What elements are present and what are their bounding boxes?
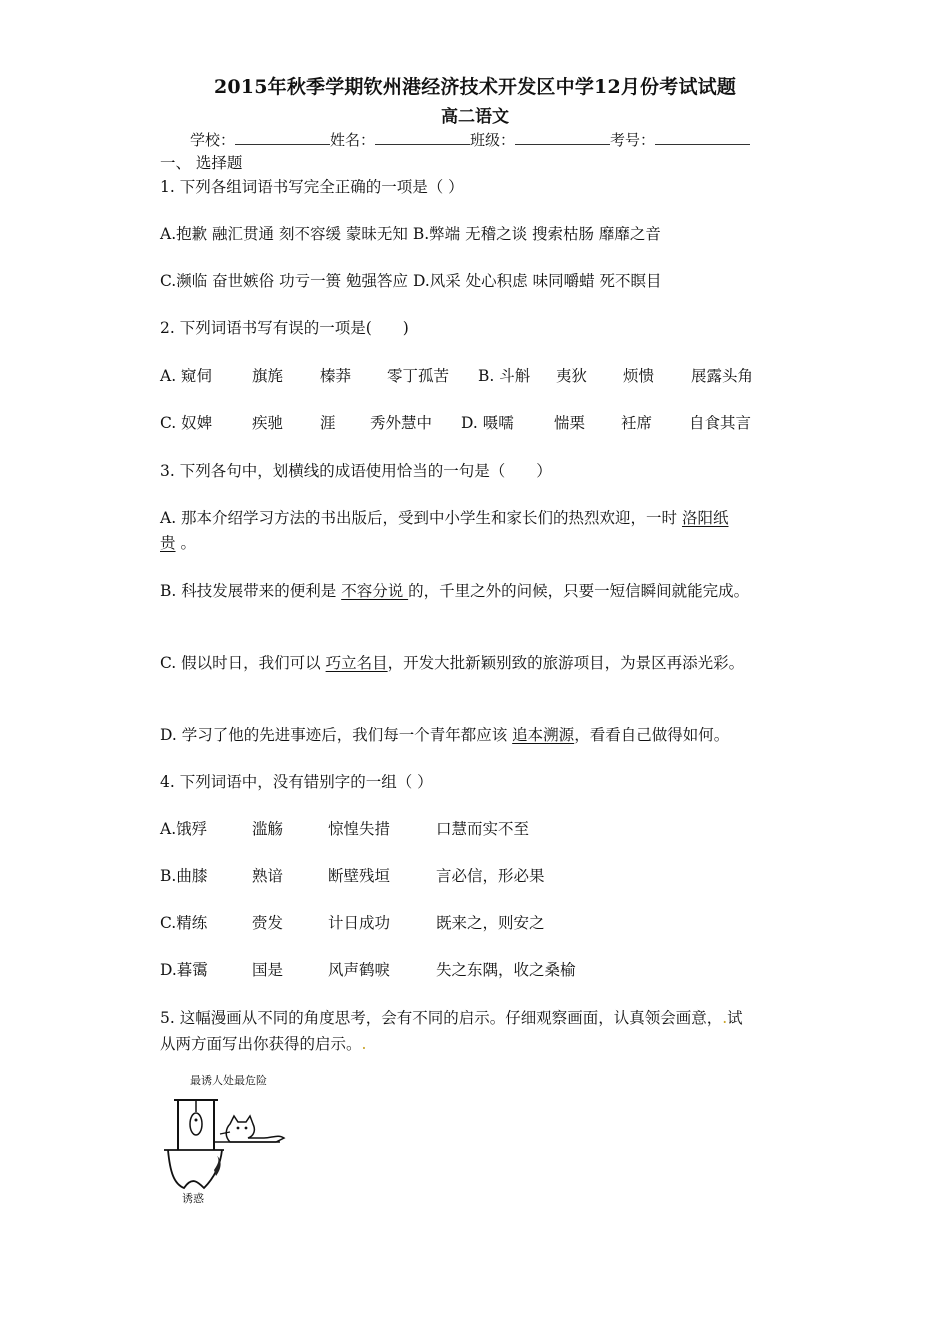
- q4-word: 断壁残垣: [328, 867, 391, 885]
- q2-word: 烦愦: [623, 367, 655, 385]
- q2-word: 夷狄: [556, 367, 588, 385]
- fish-eye: [195, 1119, 198, 1122]
- q4-word: 国是: [252, 961, 284, 979]
- q3-c-end: ，开发大批新颖别致的旅游项目，为景区再添光彩。: [387, 654, 745, 672]
- q3-option-a: [160, 508, 729, 528]
- exam-subtitle: 高二语文: [441, 107, 509, 127]
- q2-word: 涯: [320, 414, 336, 432]
- class-label: 班级：: [470, 131, 516, 149]
- exam-no-label: 考号：: [610, 131, 656, 149]
- q4-word: 既来之，则安之: [436, 914, 545, 932]
- q4-word: 滥觞: [252, 820, 284, 838]
- q3-c-underlined: 巧立名目: [325, 654, 388, 672]
- q2-word: 自食其言: [689, 414, 752, 432]
- cartoon-caption-bottom: 诱惑: [182, 1192, 204, 1205]
- q4-word: 风声鹤唳: [328, 961, 391, 979]
- q1-stem: 1. 下列各组词语书写完全正确的一项是（ ）: [160, 178, 464, 196]
- q4-stem: 4. 下列词语中，没有错别字的一组（ ）: [160, 773, 433, 791]
- q3-a-text: A. 那本介绍学习方法的书出版后，受到中小学生和家长们的热烈欢迎，一时: [160, 509, 682, 527]
- q1-options-cd: C.濒临 奋世嫉俗 功亏一篑 勉强答应 D.风采 处心积虑 味同嚼蜡 死不瞑目: [160, 272, 662, 290]
- q4-option-row: [160, 960, 576, 980]
- q4-option-row: [160, 819, 529, 839]
- q4-word: A.饿殍: [160, 820, 208, 838]
- q1-options-ab: A.抱歉 融汇贯通 刻不容缓 蒙昧无知 B.弊端 无稽之谈 搜索枯肠 靡靡之音: [160, 225, 661, 243]
- q5-stem-cont-text: 从两方面写出你获得的启示。: [160, 1035, 362, 1053]
- name-blank: [375, 130, 470, 145]
- dot-mark: .: [361, 1035, 367, 1053]
- cartoon-illustration: [160, 1072, 290, 1207]
- q2-word: B. 斗斛: [478, 367, 531, 385]
- q2-word: 榛莽: [320, 367, 352, 385]
- q3-option-c: [160, 653, 744, 673]
- q2-word: 旗旄: [252, 367, 284, 385]
- cat-eye: [245, 1127, 248, 1130]
- q2-row-ab: [160, 366, 753, 386]
- q2-word: D. 嗫嚅: [461, 414, 514, 432]
- cartoon-caption-top: 最诱人处最危险: [190, 1074, 267, 1087]
- q4-word: 失之东隅，收之桑榆: [436, 961, 576, 979]
- q3-c-text: C. 假以时日，我们可以: [160, 654, 326, 672]
- exam-no-blank: [655, 130, 750, 145]
- q4-option-row: [160, 866, 545, 886]
- q5-stem-cont: [160, 1034, 366, 1054]
- cat-paw: [220, 1132, 230, 1134]
- q2-word: 秀外慧中: [370, 414, 433, 432]
- fish-bait: [190, 1113, 202, 1135]
- q4-word: C.精练: [160, 914, 208, 932]
- cat-figure: [226, 1116, 284, 1142]
- exam-title: 2015年秋季学期钦州港经济技术开发区中学12月份考试试题: [213, 76, 737, 98]
- cartoon-svg: [160, 1072, 290, 1207]
- school-label: 学校：: [190, 131, 236, 149]
- q2-word: 零丁孤苦: [387, 367, 450, 385]
- q4-word: 言必信，形必果: [436, 867, 545, 885]
- q4-word: 口慧而实不至: [436, 820, 530, 838]
- class-blank: [515, 130, 610, 145]
- q2-word: 惴栗: [554, 414, 586, 432]
- q4-word: B.曲膝: [160, 867, 208, 885]
- q3-option-d: [160, 725, 729, 745]
- q3-a-underlined-cont: 贵: [160, 534, 176, 552]
- q4-option-row: [160, 913, 545, 933]
- name-label: 姓名：: [330, 131, 376, 149]
- q2-word: A. 窥伺: [160, 367, 213, 385]
- q2-row-cd: [160, 413, 751, 433]
- student-info-row: [190, 129, 750, 150]
- q3-option-a-cont: [160, 533, 196, 553]
- q3-d-underlined: 追本溯源: [512, 726, 575, 744]
- q3-a-end: 。: [180, 534, 196, 552]
- cat-eye: [237, 1127, 240, 1130]
- q2-word: 展露头角: [691, 367, 754, 385]
- q3-a-underlined: 洛阳纸: [681, 509, 729, 527]
- q2-word: 衽席: [621, 414, 653, 432]
- school-blank: [235, 130, 330, 145]
- q4-word: 惊惶失措: [328, 820, 391, 838]
- q5-stem-end: 试: [727, 1009, 743, 1027]
- q2-word: 疾驰: [252, 414, 284, 432]
- q2-word: C. 奴婢: [160, 414, 213, 432]
- q3-b-end: 的，千里之外的问候，只要一短信瞬间就能完成。: [408, 582, 750, 600]
- q3-d-end: ，看看自己做得如何。: [574, 726, 730, 744]
- q3-option-b: [160, 581, 749, 601]
- section-heading: 一、 选择题: [160, 154, 243, 172]
- q4-word: 赍发: [252, 914, 284, 932]
- q4-word: D.暮霭: [160, 961, 208, 979]
- q5-stem-text: 5. 这幅漫画从不同的角度思考，会有不同的启示。仔细观察画面，认真领会画意，: [160, 1009, 723, 1027]
- q3-stem: 3. 下列各句中，划横线的成语使用恰当的一句是（ ）: [160, 462, 552, 480]
- q3-d-text: D. 学习了他的先进事迹后，我们每一个青年都应该: [160, 726, 513, 744]
- q3-b-text: B. 科技发展带来的便利是: [160, 582, 342, 600]
- q3-b-underlined: 不容分说: [341, 582, 409, 600]
- q2-stem: 2. 下列词语书写有误的一项是( ): [160, 319, 409, 337]
- q4-word: 熟谙: [252, 867, 284, 885]
- q4-word: 计日成功: [328, 914, 391, 932]
- q5-stem: [160, 1008, 743, 1028]
- dot-mark: .: [722, 1009, 728, 1027]
